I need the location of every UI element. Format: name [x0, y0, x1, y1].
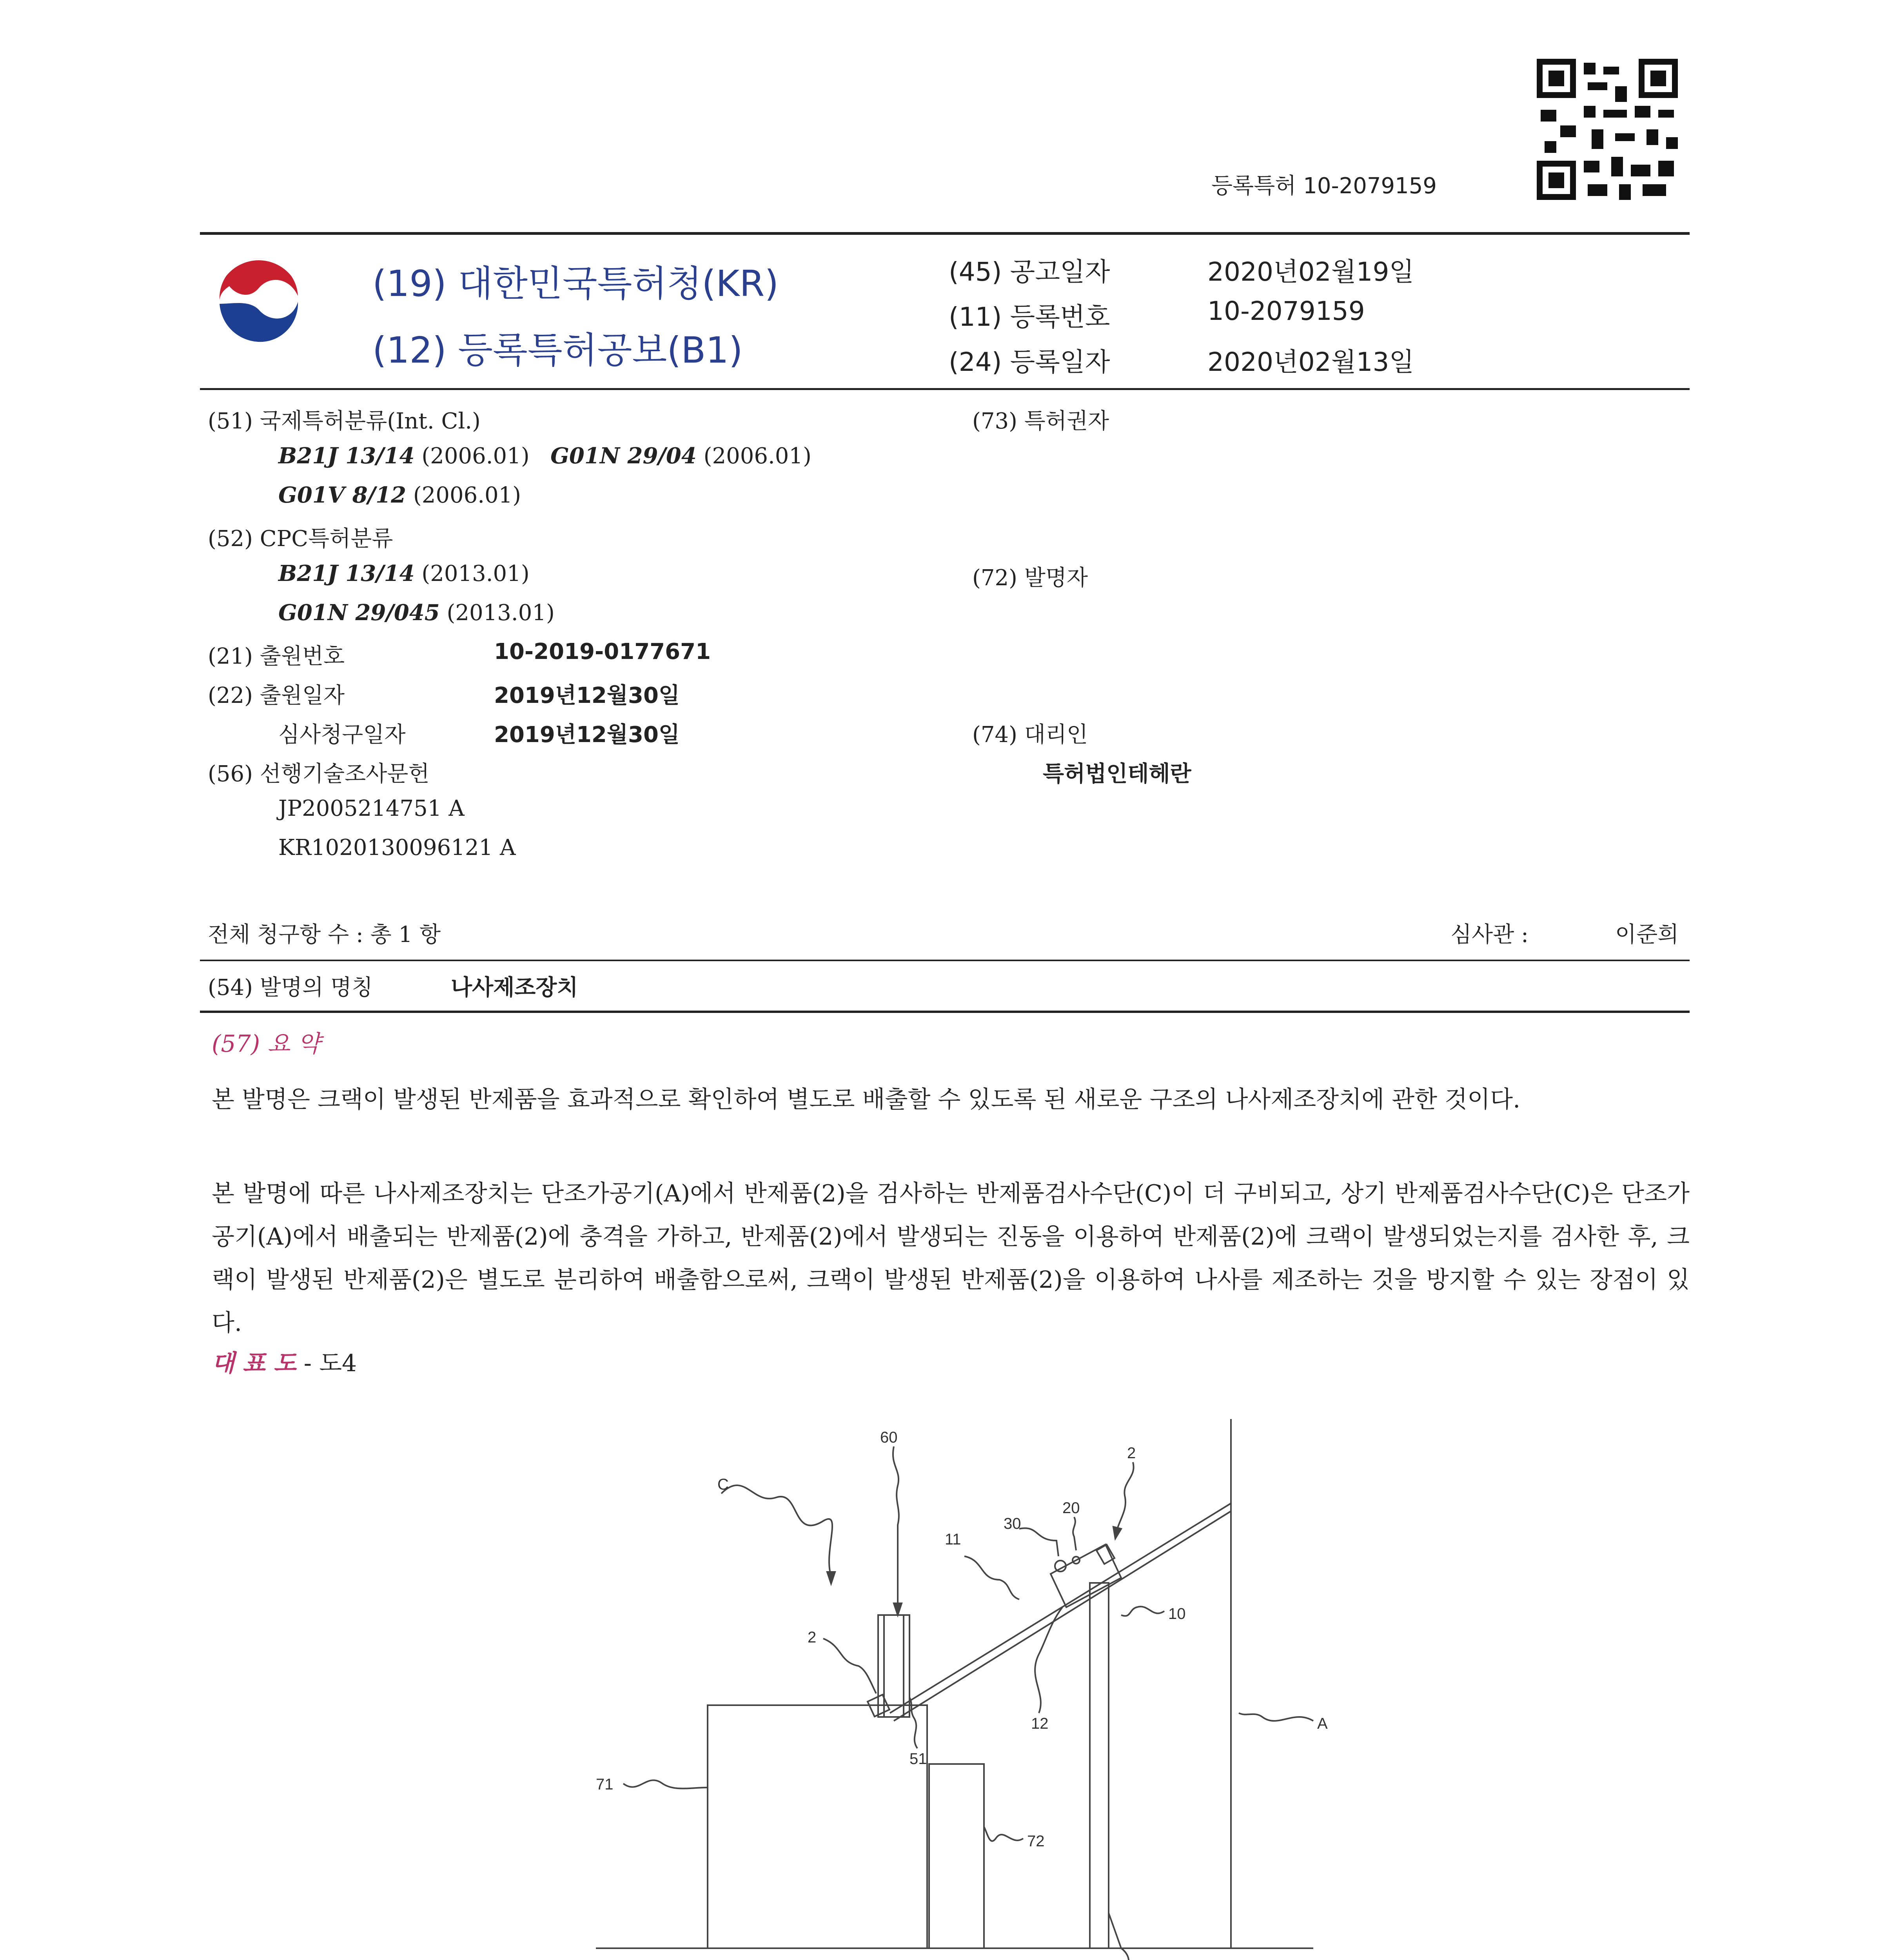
examiner-name: 이준희: [1615, 922, 1679, 947]
representative-value: - 도4: [303, 1350, 357, 1377]
ipc1-version: (2006.01): [421, 443, 530, 469]
inspection-head-10: [1051, 1544, 1121, 1607]
claims-rule: [200, 960, 1690, 961]
label-10: 10: [1168, 1605, 1186, 1622]
reg-no-value: 10-2079159: [1207, 296, 1365, 326]
reg-date-value: 2020년02월13일: [1207, 347, 1414, 377]
agent-value: 특허법인테헤란: [1043, 761, 1191, 787]
publication-type-title: (12) 등록특허공보(B1): [372, 329, 743, 371]
label-A: A: [1317, 1715, 1328, 1732]
bin-72: [929, 1764, 984, 1948]
office-title: (19) 대한민국특허청(KR): [372, 263, 779, 305]
ipc1-code: B21J 13/14: [278, 443, 415, 469]
ipc3-version: (2006.01): [413, 483, 521, 508]
exam-req-label: 심사청구일자: [278, 722, 406, 748]
ipc2-version: (2006.01): [703, 443, 811, 469]
representative-label: 대 표 도: [212, 1350, 296, 1377]
claims-count: 전체 청구항 수 : 총 1 항: [208, 922, 441, 947]
ipc2-code: G01N 29/04: [550, 443, 697, 469]
pub-date-label: (45) 공고일자: [949, 257, 1110, 287]
abstract-rule: [200, 1011, 1690, 1013]
ipc-label: (51) 국제특허분류(Int. Cl.): [208, 408, 481, 434]
app-date-value: 2019년12월30일: [494, 683, 680, 708]
prior-art-item: KR1020130096121 A: [278, 835, 516, 860]
leader-2-left: [823, 1639, 876, 1693]
cpc2-code: G01N 29/045: [278, 600, 440, 626]
bin-71: [708, 1705, 927, 1948]
korea-ipo-logo: [212, 255, 306, 349]
owner-label: (73) 특허권자: [972, 408, 1109, 434]
leader-11: [964, 1556, 1019, 1599]
leader-12: [1035, 1607, 1062, 1713]
invention-title-label: (54) 발명의 명칭: [208, 975, 373, 1000]
abstract-paragraph-2: 본 발명에 따른 나사제조장치는 단조가공기(A)에서 반제품(2)을 검사하는 반제품검사수단(C)이 더 구비되고, 상기 반제품검사수단(C)은 단조가공기(A)에서 배출되는 반제품(2)에 충격을 가하고, 반제품(2)에서 발생되는 진동을 이용하여 반제품(2)에 크랙이 발생되었는지를 검사한 후, 크랙이 발생된 반제품(2)은 별도로 분리하여 배출함으로써, 크랙이 발생된 반제품(2)을 이용하여 나사를 제조하는 것을 방지할 수 있는 장점이 있다.: [212, 1180, 1690, 1337]
prior-art-item: JP2005214751 A: [278, 796, 465, 821]
leader-C: [721, 1485, 832, 1576]
label-C: C: [717, 1476, 729, 1493]
qr-code: [1537, 59, 1678, 200]
label-72: 72: [1027, 1833, 1045, 1850]
cpc-line-1: [278, 561, 530, 586]
label-2-left: 2: [808, 1629, 817, 1646]
invention-title-value: 나사제조장치: [451, 975, 578, 1000]
abstract-paragraph-1: 본 발명은 크랙이 발생된 반제품을 효과적으로 확인하여 별도로 배출할 수 있도록 된 새로운 구조의 나사제조장치에 관한 것이다.: [212, 1086, 1521, 1113]
representative-figure: [212, 1345, 357, 1378]
leader-72: [984, 1827, 1023, 1841]
app-date-label: (22) 출원일자: [208, 683, 345, 708]
label-51: 51: [909, 1750, 927, 1768]
leader-30: [1019, 1528, 1058, 1556]
leader-60: [893, 1446, 899, 1607]
label-20: 20: [1062, 1499, 1080, 1517]
pub-date-value: 2020년02월19일: [1207, 257, 1414, 287]
inventor-label: (72) 발명자: [972, 565, 1088, 591]
leader-A: [1239, 1713, 1313, 1721]
label-30: 30: [1004, 1515, 1021, 1532]
title-rule: [200, 388, 1690, 390]
registration-number-header: 등록특허 10-2079159: [1211, 173, 1437, 199]
agent-label: (74) 대리인: [972, 722, 1088, 748]
cpc-line-2: [278, 600, 555, 626]
label-2-top: 2: [1127, 1445, 1136, 1462]
reg-no-label: (11) 등록번호: [949, 302, 1110, 332]
leader-20: [1073, 1517, 1076, 1550]
figure-drawing: [588, 1411, 1333, 1960]
exam-req-value: 2019년12월30일: [494, 722, 680, 748]
examiner-label: 심사관 :: [1450, 922, 1528, 947]
abstract-heading: (57) 요 약: [212, 1030, 321, 1058]
leader-71: [623, 1780, 708, 1788]
cpc2-version: (2013.01): [447, 600, 555, 626]
leader-2-top: [1117, 1462, 1134, 1529]
label-71: 71: [596, 1776, 614, 1793]
reg-date-label: (24) 등록일자: [949, 347, 1110, 377]
leader-10: [1121, 1606, 1164, 1616]
support-pillar-13: [1090, 1583, 1109, 1948]
leader-13: [1109, 1913, 1137, 1960]
cpc1-version: (2013.01): [421, 561, 530, 586]
label-12: 12: [1031, 1715, 1049, 1732]
app-no-label: (21) 출원번호: [208, 644, 345, 669]
ipc3-code: G01V 8/12: [278, 482, 407, 508]
cpc-label: (52) CPC특허분류: [208, 526, 393, 552]
ipc-line-2: [278, 482, 521, 508]
ipc-line-1: [278, 443, 811, 469]
inspection-post-60: [878, 1615, 909, 1717]
label-60: 60: [880, 1429, 898, 1446]
app-no-value: 10-2019-0177671: [494, 639, 711, 664]
cpc1-code: B21J 13/14: [278, 561, 415, 586]
label-11: 11: [945, 1531, 961, 1548]
top-rule: [200, 232, 1690, 235]
prior-art-label: (56) 선행기술조사문헌: [208, 761, 430, 787]
